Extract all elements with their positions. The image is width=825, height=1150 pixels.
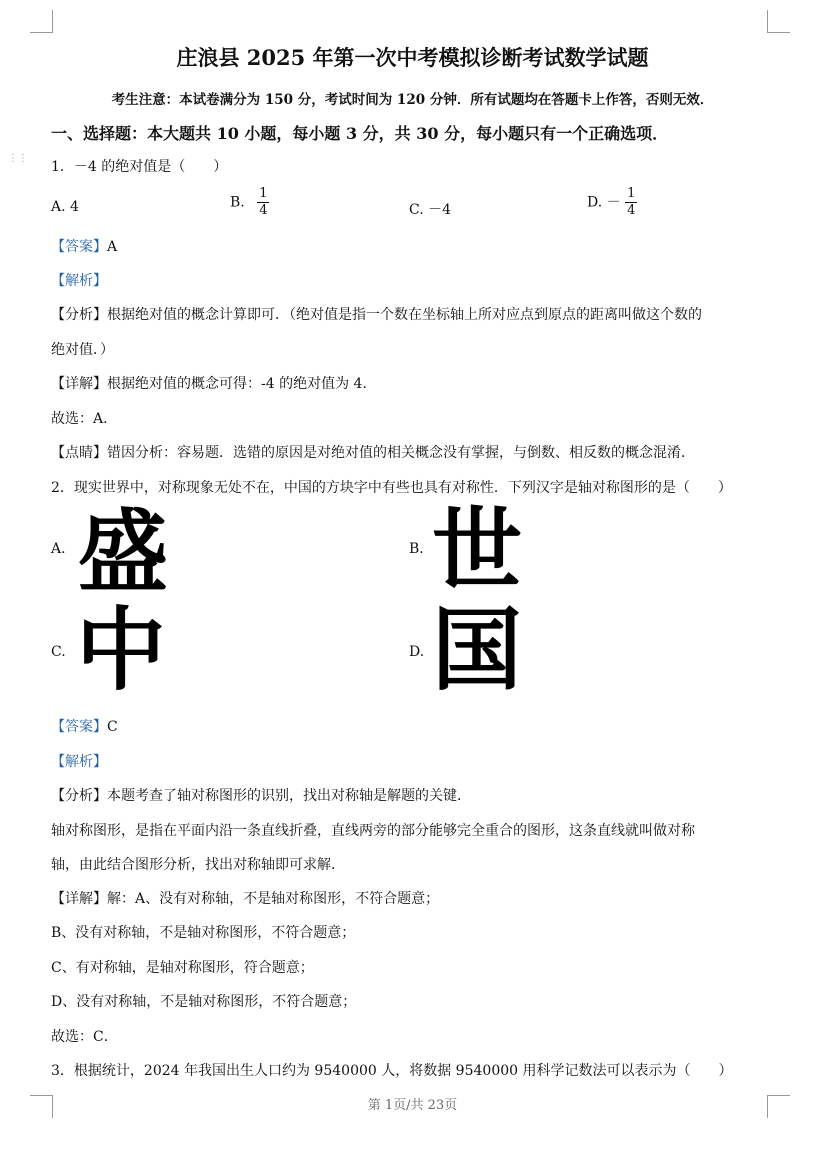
q2-choose: 故选：C． (51, 1029, 118, 1045)
fenxi-tag: 【分析】 (51, 788, 107, 804)
section-heading: 一、选择题：本大题共 10 小题，每小题 3 分，共 30 分，每小题只有一个正确选项． (51, 124, 669, 143)
q2-option-b-character: 世 (432, 498, 522, 603)
q1-option-a: A. 4 (51, 199, 79, 215)
q2-detail-d: D、没有对称轴，不是轴对称图形，不符合题意； (51, 994, 357, 1010)
question-3-stem: 3．根据统计，2024 年我国出生人口约为 9540000 人，将数据 9540000 用科学记数法可以表示为（ ） (51, 1063, 733, 1079)
q2-detail-b: B、没有对称轴，不是轴对称图形，不符合题意； (51, 925, 356, 941)
fraction-numerator: 1 (259, 186, 268, 201)
q2-definition-line-1: 轴对称图形，是指在平面内沿一条直线折叠，直线两旁的部分能够完全重合的图形，这条直线就叫做对称 (51, 823, 695, 839)
answer-tag: 【答案】 (51, 719, 107, 735)
q1-fenxi-line-1 (51, 304, 702, 324)
q1-option-b-label: B. (230, 194, 245, 211)
q1-fenxi-line-2: 绝对值．） (51, 342, 114, 358)
q1-option-d (587, 186, 637, 219)
fenxi-tag: 【分析】 (51, 307, 107, 323)
q2-option-d-label: D. (409, 644, 425, 660)
dianjing-tag: 【点睛】 (51, 445, 107, 461)
q1-option-b-fraction (257, 186, 269, 219)
detail-text: 根据绝对值的概念可得：-4 的绝对值为 4． (107, 376, 377, 392)
detail-tag: 【详解】 (51, 891, 107, 907)
question-1-stem: 1．－4 的绝对值是（ ） (51, 159, 228, 175)
q1-detail (51, 373, 376, 393)
q2-option-c-character: 中 (76, 598, 166, 703)
page-footer: 第 1页/共 23页 (367, 1098, 458, 1113)
page-title: 庄浪县 2025 年第一次中考模拟诊断考试数学试题 (176, 45, 649, 70)
answer-value: C (107, 719, 118, 735)
answer-value: A (107, 239, 118, 255)
q2-answer (51, 716, 118, 736)
fenxi-text: 根据绝对值的概念计算即可．（绝对值是指一个数在坐标轴上所对应点到原点的距离叫做这个数的 (107, 307, 702, 323)
q1-option-b (230, 186, 269, 219)
fenxi-text: 本题考查了轴对称图形的识别，找出对称轴是解题的关键． (107, 788, 471, 804)
fraction-denominator: 4 (259, 203, 268, 218)
q1-choose: 故选：A． (51, 411, 118, 427)
crop-mark-top-left (30, 10, 53, 33)
q1-option-c: C. －4 (409, 202, 452, 218)
crop-mark-top-right (767, 10, 790, 33)
q2-option-b-label: B. (409, 541, 424, 557)
q1-dianjing (51, 442, 695, 462)
dianjing-text: 错因分析：容易题．选错的原因是对绝对值的相关概念没有掌握，与倒数、相反数的概念混淆． (107, 445, 695, 461)
q2-definition-line-2: 轴，由此结合图形分析，找出对称轴即可求解． (51, 857, 345, 873)
answer-tag: 【答案】 (51, 239, 107, 255)
fraction-numerator: 1 (627, 186, 636, 201)
q2-option-d-character: 国 (432, 598, 522, 703)
question-2-stem: 2．现实世界中，对称现象无处不在，中国的方块字中有些也具有对称性．下列汉字是轴对称图形的是（ ） (51, 480, 732, 496)
q1-option-d-fraction (625, 186, 637, 219)
q2-fenxi (51, 785, 471, 805)
q2-option-c-label: C. (51, 644, 66, 660)
q2-option-a-label: A. (51, 541, 66, 557)
q1-option-d-label: D. － (587, 194, 621, 211)
drag-handle-icon[interactable]: ⋮⋮ (8, 153, 28, 164)
q1-answer (51, 236, 117, 256)
exam-notice: 考生注意：本试卷满分为 150 分，考试时间为 120 分钟．所有试题均在答题卡上作答，否则无效． (111, 92, 714, 108)
q2-option-a-character: 盛 (78, 500, 168, 605)
q1-analysis-tag: 【解析】 (51, 273, 107, 289)
detail-text: 解：A、没有对称轴，不是轴对称图形，不符合题意； (107, 891, 440, 907)
fraction-denominator: 4 (627, 203, 636, 218)
q2-detail-c: C、有对称轴，是轴对称图形，符合题意； (51, 960, 314, 976)
q2-detail-a (51, 888, 439, 908)
detail-tag: 【详解】 (51, 376, 107, 392)
q2-analysis-tag: 【解析】 (51, 754, 107, 770)
